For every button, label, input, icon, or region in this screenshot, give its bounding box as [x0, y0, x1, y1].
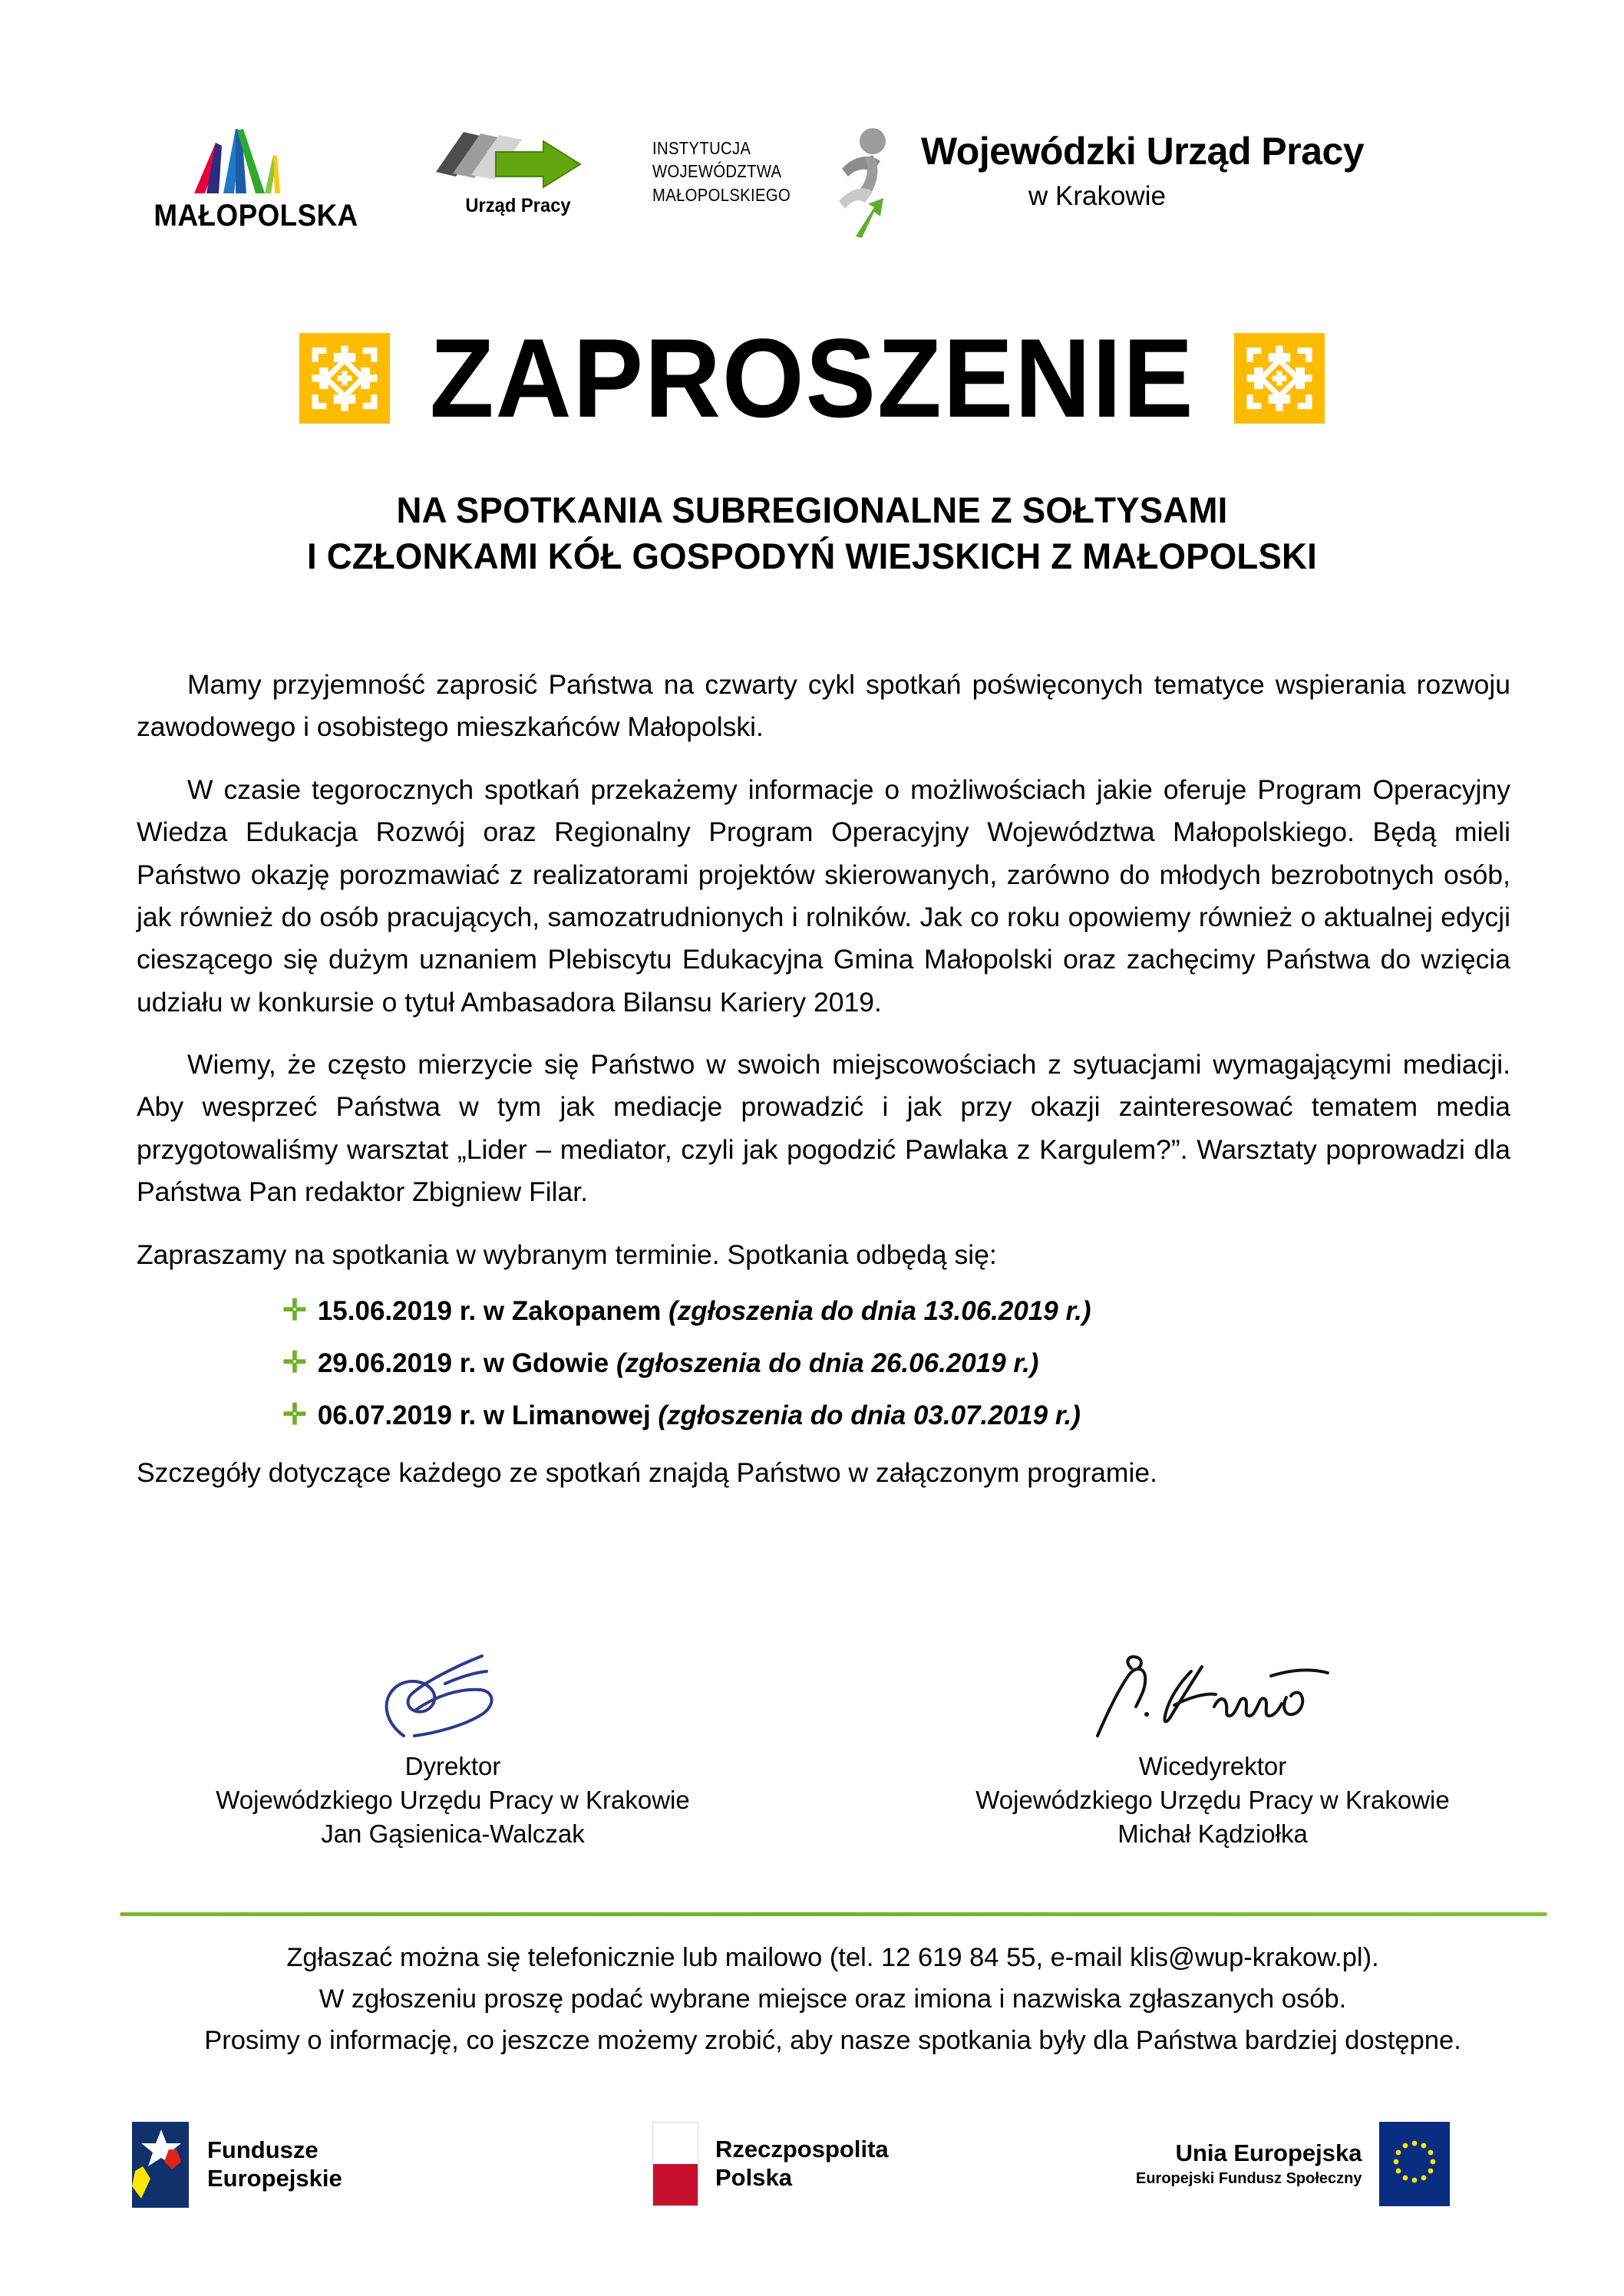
- meeting-deadline: (zgłoszenia do dnia 03.07.2019 r.): [658, 1400, 1081, 1430]
- rzeczpospolita-line-2: Polska: [715, 2164, 792, 2191]
- wup-institution-lines: [652, 137, 791, 206]
- meeting-deadline: (zgłoszenia do dnia 26.06.2019 r.): [616, 1348, 1039, 1378]
- flag-red-band: [653, 2164, 698, 2205]
- cross-bullet-icon: ✛: [282, 1346, 307, 1379]
- subtitle-line-2: I CZŁONKAMI KÓŁ GOSPODYŃ WIEJSKICH Z MAŁOPOLSKI: [306, 536, 1318, 577]
- handwritten-signature-black-icon: [1051, 1650, 1374, 1742]
- page-subtitle: [25, 487, 1600, 579]
- green-divider: [120, 1912, 1547, 1916]
- cross-bullet-icon: ✛: [282, 1398, 307, 1431]
- malopolska-logo: [146, 123, 358, 233]
- list-item: [282, 1348, 1510, 1377]
- list-item: [282, 1296, 1510, 1325]
- unia-europejska-label: [1136, 2139, 1362, 2188]
- signature-left-lines: [130, 1750, 775, 1851]
- page-title: ZAPROSZENIE: [429, 315, 1195, 440]
- malopolska-wordmark: MAŁOPOLSKA: [153, 199, 358, 233]
- unia-line-2: Europejski Fundusz Społeczny: [1136, 2169, 1362, 2187]
- invite-line: Zapraszamy na spotkania w wybranym terminie. Spotkania odbędą się:: [137, 1239, 997, 1270]
- subtitle-line-1: NA SPOTKANIA SUBREGIONALNE Z SOŁTYSAMI: [396, 490, 1228, 530]
- details-line: Szczegóły dotyczące każdego ze spotkań znajdą Państwo w załączonym programie.: [137, 1456, 1157, 1488]
- list-item: [282, 1400, 1510, 1430]
- signature-right: [890, 1650, 1535, 1851]
- meetings-list: [137, 1296, 1510, 1430]
- signature-left: [130, 1650, 775, 1851]
- rzeczpospolita-polska-logo: [652, 2122, 889, 2206]
- wup-subtitle: w Krakowie: [1028, 181, 1166, 211]
- document-body: [137, 664, 1510, 1493]
- rzeczpospolita-line-1: Rzeczpospolita: [715, 2136, 889, 2163]
- signature-left-name: Jan Gąsienica-Walczak: [321, 1819, 585, 1848]
- title-row: [0, 315, 1624, 440]
- fundusze-europejskie-label: [207, 2136, 342, 2192]
- footer-contact-text: [115, 1938, 1550, 2061]
- meeting-date-place: 15.06.2019 r. w Zakopanem: [317, 1295, 662, 1326]
- signature-right-role: Wicedyrektor: [1138, 1752, 1287, 1780]
- signature-right-name: Michał Kądziołka: [1117, 1819, 1308, 1848]
- meeting-date-place: 06.07.2019 r. w Limanowej: [317, 1400, 651, 1430]
- cross-bullet-icon: ✛: [282, 1294, 307, 1327]
- footer-line-1: Zgłaszać można się telefonicznie lub mailowo (tel. 12 619 84 55, e-mail klis@wup-krakow.pl).: [286, 1943, 1379, 1972]
- rzeczpospolita-label: [715, 2136, 889, 2192]
- meeting-deadline: (zgłoszenia do dnia 13.06.2019 r.): [668, 1295, 1091, 1326]
- footer-logo-bar: [115, 2114, 1550, 2237]
- wup-institution-line-2: WOJEWÓDZTWA: [652, 161, 782, 182]
- signature-area: [115, 1650, 1550, 1903]
- wup-title: Wojewódzki Urząd Pracy: [921, 130, 1365, 173]
- signature-right-lines: [890, 1750, 1535, 1851]
- footer-line-2: W zgłoszeniu proszę podać wybrane miejsce oraz imiona i nazwiska zgłaszanych osób.: [319, 1984, 1347, 2014]
- fundusze-europejskie-logo: [130, 2122, 342, 2208]
- wup-institution-line-3: MAŁOPOLSKIEGO: [652, 184, 791, 205]
- signature-right-office: Wojewódzkiego Urzędu Pracy w Krakowie: [975, 1785, 1450, 1814]
- malopolska-m-logo: [188, 123, 303, 196]
- urzad-pracy-arrow-logo: [430, 124, 606, 193]
- fundusze-europejskie-flag-icon: [130, 2122, 190, 2208]
- unia-line-1: Unia Europejska: [1175, 2139, 1362, 2167]
- urzad-pracy-wordmark: Urząd Pracy: [465, 195, 571, 216]
- meeting-date-place: 29.06.2019 r. w Gdowie: [317, 1348, 609, 1378]
- unia-europejska-logo: [1136, 2122, 1450, 2206]
- signature-left-role: Dyrektor: [404, 1752, 501, 1780]
- fundusze-line-2: Europejskie: [207, 2165, 342, 2192]
- footer-line-3: Prosimy o informację, co jeszcze możemy zrobić, aby nasze spotkania były dla Państwa bardziej dostępne.: [204, 2025, 1461, 2055]
- wup-running-figure-logo: [825, 121, 913, 240]
- folk-ornament-square-left: [299, 328, 390, 429]
- fundusze-line-1: Fundusze: [207, 2136, 319, 2164]
- flag-white-band: [653, 2123, 698, 2164]
- paragraph-2: W czasie tegorocznych spotkań przekażemy informacje o możliwościach jakie oferuje Program Operacyjny Wiedza Edukacja Rozwój oraz Regionalny Program Operacyjny Województwa Małopolskiego. Będą mieli Państwo okazję porozmawiać z realizatorami projektów skierowanych, zarówno do młodych bezrobotnych osób, jak również do osób pracujących, samozatrudnionych i rolników. Jak co roku opowiemy również o aktualnej edycji cieszącego się dużym uznaniem Plebiscytu Edukacyjna Gmina Małopolski oraz zachęcimy Państwa do wzięcia udziału w konkursie o tytuł Ambasadora Bilansu Kariery 2019.: [137, 774, 1510, 1018]
- document-header: [115, 115, 1550, 269]
- urzad-pracy-logo: [414, 124, 622, 217]
- handwritten-signature-blue-icon: [330, 1650, 576, 1742]
- paragraph-3: Wiemy, że często mierzycie się Państwo w swoich miejscowościach z sytuacjami wymagającymi mediacji. Aby wesprzeć Państwa w tym jak mediacje prowadzić i jak przy okazji zainteresować tematem media przygotowaliśmy warsztat „Lider – mediator, czyli jak pogodzić Pawlaka z Kargulem?”. Warsztaty poprowadzi dla Państwa Pan redaktor Zbigniew Filar.: [137, 1049, 1510, 1208]
- signature-left-office: Wojewódzkiego Urzędu Pracy w Krakowie: [216, 1785, 690, 1814]
- paragraph-1: Mamy przyjemność zaprosić Państwa na czwarty cykl spotkań poświęconych tematyce wspierania rozwoju zawodowego i osobistego mieszkańców Małopolski.: [137, 669, 1510, 743]
- wup-institution-line-1: INSTYTUCJA: [652, 138, 751, 158]
- folk-ornament-square-right: [1234, 328, 1325, 429]
- polish-flag-icon: [652, 2122, 698, 2206]
- eu-flag-icon: [1379, 2122, 1450, 2206]
